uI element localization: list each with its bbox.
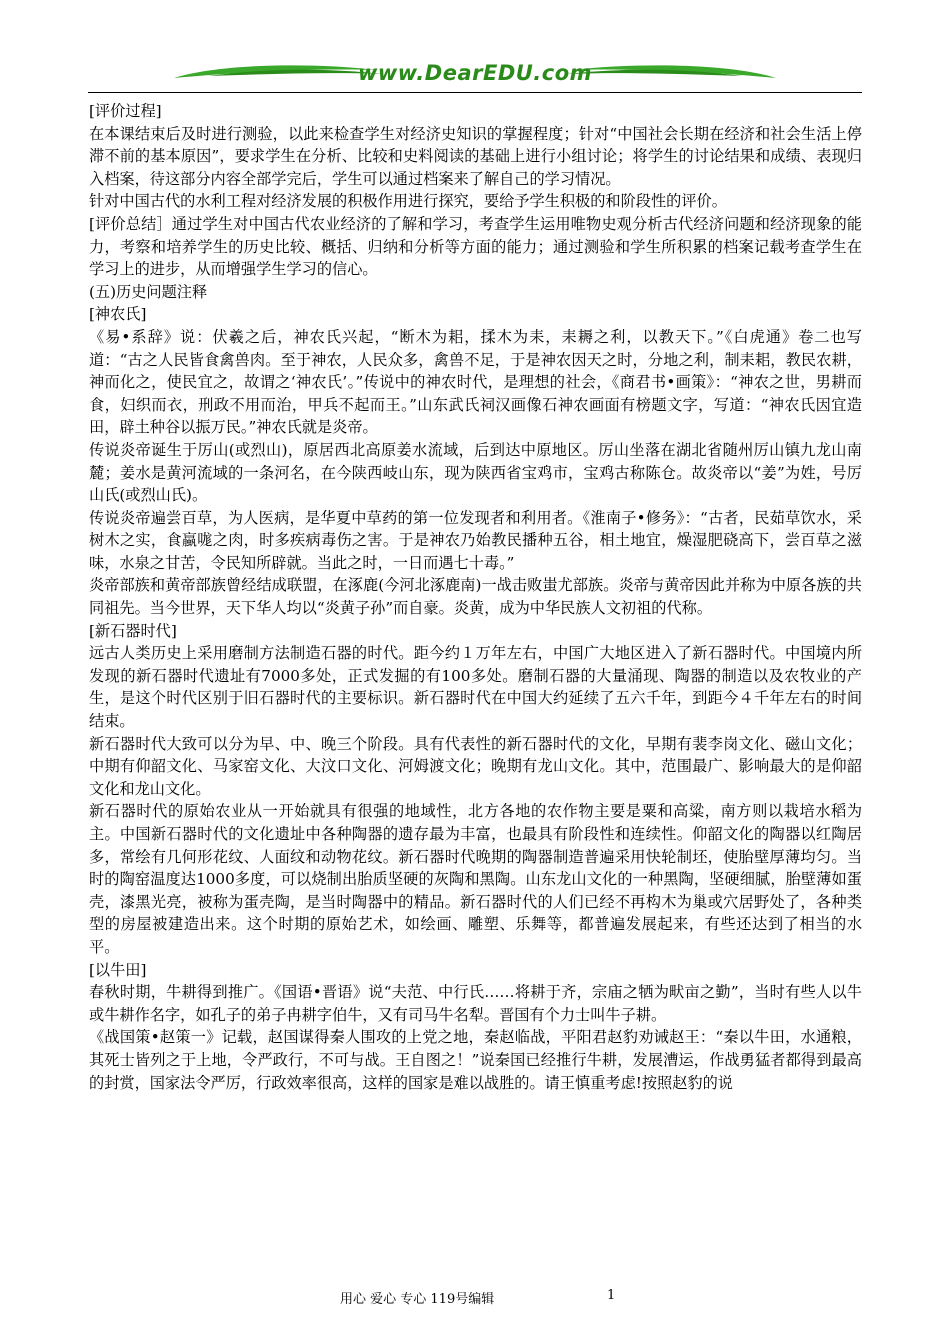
page-header bbox=[88, 56, 862, 96]
section-heading: (五)历史问题注释 bbox=[89, 282, 208, 301]
paragraph: 传说炎帝诞生于厉山(或烈山)，原居西北高原姜水流域，后到达中原地区。厉山坐落在湖北省随州厉山镇九龙山南麓；姜水是黄河流域的一条河名，在今陕西岐山东，现为陕西省宝鸡市，宝鸡古称陈仓。故炎帝以“姜”为姓，号厉山氏(或烈山氏)。 bbox=[89, 440, 862, 505]
paragraph: 针对中国古代的水利工程对经济发展的积极作用进行探究，要给予学生积极的和阶段性的评价。 bbox=[89, 192, 727, 211]
paragraph: [评价总结］通过学生对中国古代农业经济的了解和学习，考查学生运用唯物史观分析古代经济问题和经济现象的能力，考察和培养学生的历史比较、概括、归纳和分析等方面的能力；通过测验和学生所积累的档案记载考查学生在学习上的进步，从而增强学生学习的信心。 bbox=[89, 214, 862, 279]
section-label-shennong: [神农氏] bbox=[89, 305, 147, 324]
paragraph: 新石器时代的原始农业从一开始就具有很强的地域性，北方各地的农作物主要是粟和高粱，南方则以栽培水稻为主。中国新石器时代的文化遗址中各种陶器的遗存最为丰富，也最具有阶段性和连续性。仰韶文化的陶器以红陶居多，常绘有几何形花纹、人面纹和动物花纹。新石器时代晚期的陶器制造普遍采用快轮制坯，使胎壁厚薄均匀。当时的陶窑温度达1000多度，可以烧制出胎质坚硬的灰陶和黑陶。山东龙山文化的一种黑陶，坚硬细腻，胎壁薄如蛋壳，漆黑光亮，被称为蛋壳陶，是当时陶器中的精品。新石器时代的人们已经不再构木为巢或穴居野处了，各种类型的房屋被建造出来。这个时期的原始艺术，如绘画、雕塑、乐舞等，都普遍发展起来，有些还达到了相当的水平。 bbox=[89, 802, 862, 956]
footer-text: 用心 爱心 专心 119号编辑 bbox=[340, 1292, 495, 1307]
paragraph: 新石器时代大致可以分为早、中、晚三个阶段。具有代表性的新石器时代的文化，早期有裴李岗文化、磁山文化；中期有仰韶文化、马家窑文化、大汶口文化、河姆渡文化；晚期有龙山文化。其中，范围最广、影响最大的是仰韶文化和龙山文化。 bbox=[89, 734, 862, 798]
section-label-neolithic: [新石器时代] bbox=[89, 621, 177, 640]
document-body bbox=[89, 100, 862, 1094]
paragraph: 远古人类历史上采用磨制方法制造石器的时代。距今约１万年左右，中国广大地区进入了新石器时代。中国境内所发现的新石器时代遗址有7000多处，正式发掘的有100多处。磨制石器的大量涌现、陶器的制造以及农牧业的产生，是这个时代区别于旧石器时代的主要标识。新石器时代在中国大约延续了五六千年，到距今４千年左右的时间结束。 bbox=[89, 644, 862, 731]
paragraph: 在本课结束后及时进行测验，以此来检查学生对经济史知识的掌握程度；针对“中国社会长期在经济和社会生活上停滞不前的基本原因”，要求学生在分析、比较和史料阅读的基础上进行小组讨论；将学生的讨论结果和成绩、表现归入档案，待这部分内容全部学完后，学生可以通过档案来了解自己的学习情况。 bbox=[89, 124, 862, 188]
paragraph: 《易•系辞》说：伏羲之后，神农氏兴起，“断木为耜，揉木为耒，耒耨之利，以教天下。”《白虎通》卷二也写道：“古之人民皆食禽兽肉。至于神农，人民众多，禽兽不足，于是神农因天之时，分地之利，制耒耜，教民农耕，神而化之，使民宜之，故谓之‘神农氏’。”传说中的神农时代，是理想的社会，《商君书•画策》：“神农之世，男耕而食，妇织而衣，刑政不用而治，甲兵不起而王。”山东武氏祠汉画像石神农画面有榜题文字，写道：“神农氏因宜造田，辟土种谷以振万民。”神农氏就是炎帝。 bbox=[89, 327, 862, 437]
section-label-evaluation-process: [评价过程] bbox=[89, 102, 162, 120]
section-label-ox-plough: [以牛田] bbox=[89, 960, 147, 979]
paragraph: 《战国策•赵策一》记载，赵国谋得秦人围攻的上党之地，秦赵临战，平阳君赵豹劝诫赵王：“秦以牛田，水通粮，其死士皆列之于上地，令严政行，不可与战。王自图之！”说秦国已经推行牛耕，发展漕运，作战勇猛者都得到最高的封赏，国家法令严厉，行政效率很高，这样的国家是难以战胜的。请王慎重考虑!按照赵豹的说 bbox=[89, 1028, 862, 1092]
header-rule bbox=[88, 92, 862, 93]
paragraph: 炎帝部族和黄帝部族曾经结成联盟，在涿鹿(今河北涿鹿南)一战击败蚩尤部族。炎帝与黄帝因此并称为中原各族的共同祖先。当今世界，天下华人均以“炎黄子孙”而自豪。炎黄，成为中华民族人文初祖的代称。 bbox=[89, 576, 862, 618]
site-url-logo: www.DearEDU.com bbox=[357, 61, 593, 85]
page-number: 1 bbox=[607, 1288, 616, 1303]
paragraph: 传说炎帝遍尝百草，为人医病，是华夏中草药的第一位发现者和利用者。《淮南子•修务》：“古者，民茹草饮水，采树木之实，食蠃哤之肉，时多疾病毒伤之害。于是神农乃始教民播种五谷，相土地宜，燥湿肥硗高下，尝百草之滋味，水泉之甘苦，令民知所辟就。当此之时，一日而遇七十毒。” bbox=[89, 508, 862, 572]
paragraph: 春秋时期，牛耕得到推广。《国语•晋语》说“夫范、中行氏……将耕于齐，宗庙之牺为畎亩之勤”，当时有些人以牛或牛耕作名字，如孔子的弟子冉耕字伯牛，又有司马牛名犁。晋国有个力士叫牛子耕。 bbox=[89, 983, 862, 1024]
